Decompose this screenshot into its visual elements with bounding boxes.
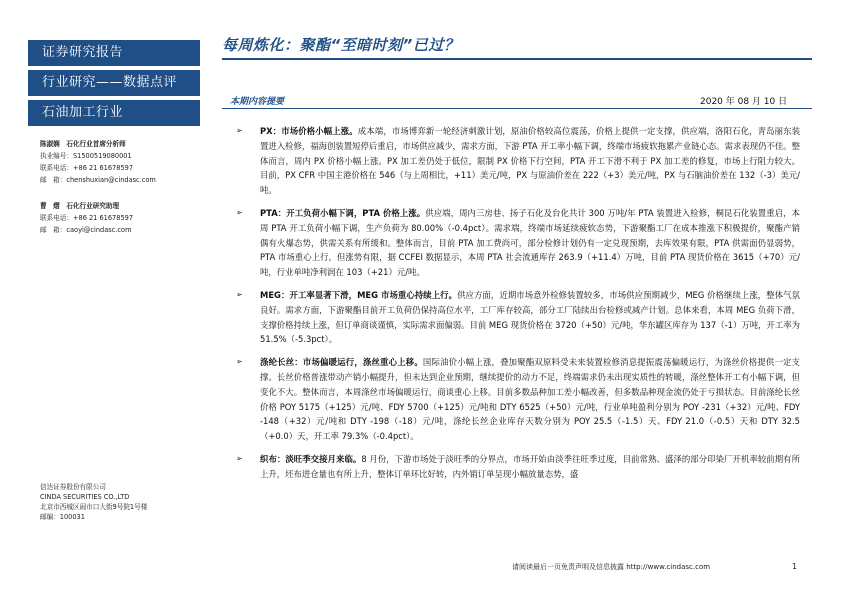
- report-date: 2020 年 08 月 10 日: [700, 97, 788, 107]
- analyst-1: [40, 138, 200, 186]
- report-title: 每周炼化：聚酯“至暗时刻”已过？: [222, 36, 460, 54]
- analyst-info: [28, 138, 200, 236]
- paragraph-lead: PTA：开工负荷小幅下调，PTA 价格上涨。: [260, 207, 426, 218]
- paragraph-meg: [232, 288, 800, 347]
- paragraph-text: 国际油价小幅上涨，叠加聚酯双原料受未来装置检修消息提振震荡偏暖运行，为涤丝价格提供一定支撑。长丝价格普涨带动产销小幅提升，但未达到企业预期，继续提价的动力不足，终端需求仍未出现实质性的转暖，涤丝整体开工有小幅下调，但变化不大。整体而言，本周涤丝市场偏暖运行，商谈重心上移。目前多数品种加工差小幅改善，但多数品种现金流仍处于亏损状态。目前涤纶长丝价格 POY 5175（+125）元/吨、FDY 5700（+125）元/吨和 DTY 6525（+50）元/吨，行业单吨盈利分别为 POY -231（+32）元/吨、FDY -148（+32）元/吨和 DTY -198（-18）元/吨，涤纶长丝企业库存天数分别为 POY 25.5（-1.5）天、FDY 21.0（-0.5）天和 DTY 32.5（+0.0）天，开工率 79.3%（-0.4pct）。: [260, 357, 801, 442]
- paragraph-text: 供应方面，近期市场意外检修装置较多，市场供应预期减少，MEG 价格继续上涨，整体气氛良好。需求方面，下游聚酯目前开工负荷仍保持高位水平，工厂库存较高，部分工厂陆续出台检修或减产计划。总体来看，本周 MEG 负荷下滑，支撑价格持续上涨，但订单商谈谨慎，实际需求面偏弱。目前 MEG 现货价格在 3720（+50）元/吨，华东罐区库存为 137（-1）万吨，开工率为 51.5%（-5.3pct）。: [260, 289, 800, 345]
- paragraph-text: 成本端，市场博弈新一轮经济刺激计划，原油价格较高位震荡，价格上提供一定支撑，供应端，洛阳石化，青岛丽东装置进入检修，福海创装置短停后重启，市场供应减少，需求方面，下游 PTA 开工率小幅下调，终端市场疲软拖累产业链心态。需求表现仍不佳。整体而言，周内 PX 价格小幅上涨。PX 加工差仍处于低位，限制 PX 价格下行空间，PTA 开工下滑不利于 PX 加工差的修复，市场上行阻力较大。目前，PX CFR 中国主港价格在 546（与上周相比，+11）美元/吨，PX 与原油价差在 222（+3）美元/吨，PX 与石脑油价差在 132（-3）美元/吨。: [260, 126, 800, 196]
- sidebar-band-category: 行业研究——数据点评: [28, 70, 200, 96]
- sidebar-band-industry: 石油加工行业: [28, 100, 200, 126]
- left-sidebar: [28, 40, 200, 550]
- analyst-email[interactable]: 邮 箱：chenshuxian@cindasc.com: [40, 176, 156, 184]
- analyst-license: 执业编号：S1500519080001: [40, 152, 132, 160]
- paragraph-weaving: [232, 452, 800, 482]
- arrow-bullet-icon: ➢: [236, 207, 243, 217]
- analyst-name: 陈淑娴: [40, 140, 60, 148]
- arrow-bullet-icon: ➢: [236, 357, 243, 367]
- paragraph-polyester-filament: [232, 355, 800, 444]
- company-info: [40, 482, 147, 522]
- paragraph-text: 8 月份，下游市场处于淡旺季的分界点，市场开始由淡季往旺季过度，目前常熟、盛泽的部分印染厂开机率较前期有所上升，坯布进仓量也有所上升，整体订单环比好转，内外销订单呈现小幅放量态势，盛: [260, 453, 800, 479]
- analyst-phone: 联系电话：+86 21 61678597: [40, 164, 134, 172]
- arrow-bullet-icon: ➢: [236, 289, 243, 299]
- paragraph-lead: MEG：开工率显著下滑，MEG 市场重心持续上行。: [260, 289, 458, 300]
- sidebar-band-report-type: 证券研究报告: [28, 40, 200, 66]
- paragraph-pta: [232, 206, 800, 280]
- analyst-role: 石化行业首席分析师: [66, 140, 126, 148]
- analyst-role: 石化行业研究助理: [66, 202, 120, 210]
- paragraph-px: [232, 124, 800, 198]
- analyst-phone: 联系电话：+86 21 61678597: [40, 214, 134, 222]
- section-divider: [222, 108, 812, 109]
- analyst-2: [40, 200, 200, 236]
- title-divider: [222, 58, 812, 60]
- company-name-en: CINDA SECURITIES CO.,LTD: [40, 493, 130, 501]
- paragraph-lead: 织布：淡旺季交接月来临。: [260, 453, 362, 464]
- arrow-bullet-icon: ➢: [236, 126, 243, 135]
- analyst-email[interactable]: 邮 箱：caoyi@cindasc.com: [40, 226, 132, 234]
- paragraph-lead: PX：市场价格小幅上涨。: [260, 126, 358, 136]
- company-address: 北京市西城区闹市口大街9号院1号楼: [40, 503, 148, 511]
- analyst-name: 曹 熠: [40, 202, 60, 210]
- footer-disclaimer[interactable]: 请阅读最后一页免责声明及信息披露 http://www.cindasc.com: [512, 563, 711, 571]
- paragraph-text: 供应端，周内三房巷、扬子石化及台化共计 300 万吨/年 PTA 装置进入检修，桐昆石化装置重启，本周 PTA 开工负荷小幅下调，生产负荷为 80.00%（-0.4pct）。需求端，终端市场延续疲软态势，下游聚酯工厂在成本推涨下积极提价，聚酯产销偶有火爆态势，供需关系有所缓和。整体而言，目前 PTA 加工费尚可，部分检修计划仍有一定兑现预期，去库效果有限，PTA 供需面仍显弱势，PTA 市场重心上行，但涨势有限，据 CCFEI 数据显示，本周 PTA 社会流通库存 263.9（+11.4）万吨，目前 PTA 现货价格在 3615（+70）元/吨，行业单吨净利润在 103（+21）元/吨。: [260, 207, 801, 278]
- main-content: [232, 124, 800, 490]
- company-name-cn: 信达证券股份有限公司: [40, 483, 106, 491]
- arrow-bullet-icon: ➢: [236, 453, 243, 463]
- paragraph-lead: 涤纶长丝：市场偏暖运行，涤丝重心上移。: [260, 357, 423, 368]
- section-label: 本期内容提要: [230, 97, 285, 107]
- company-postcode: 邮编：100031: [40, 513, 85, 521]
- page-number: 1: [792, 562, 798, 571]
